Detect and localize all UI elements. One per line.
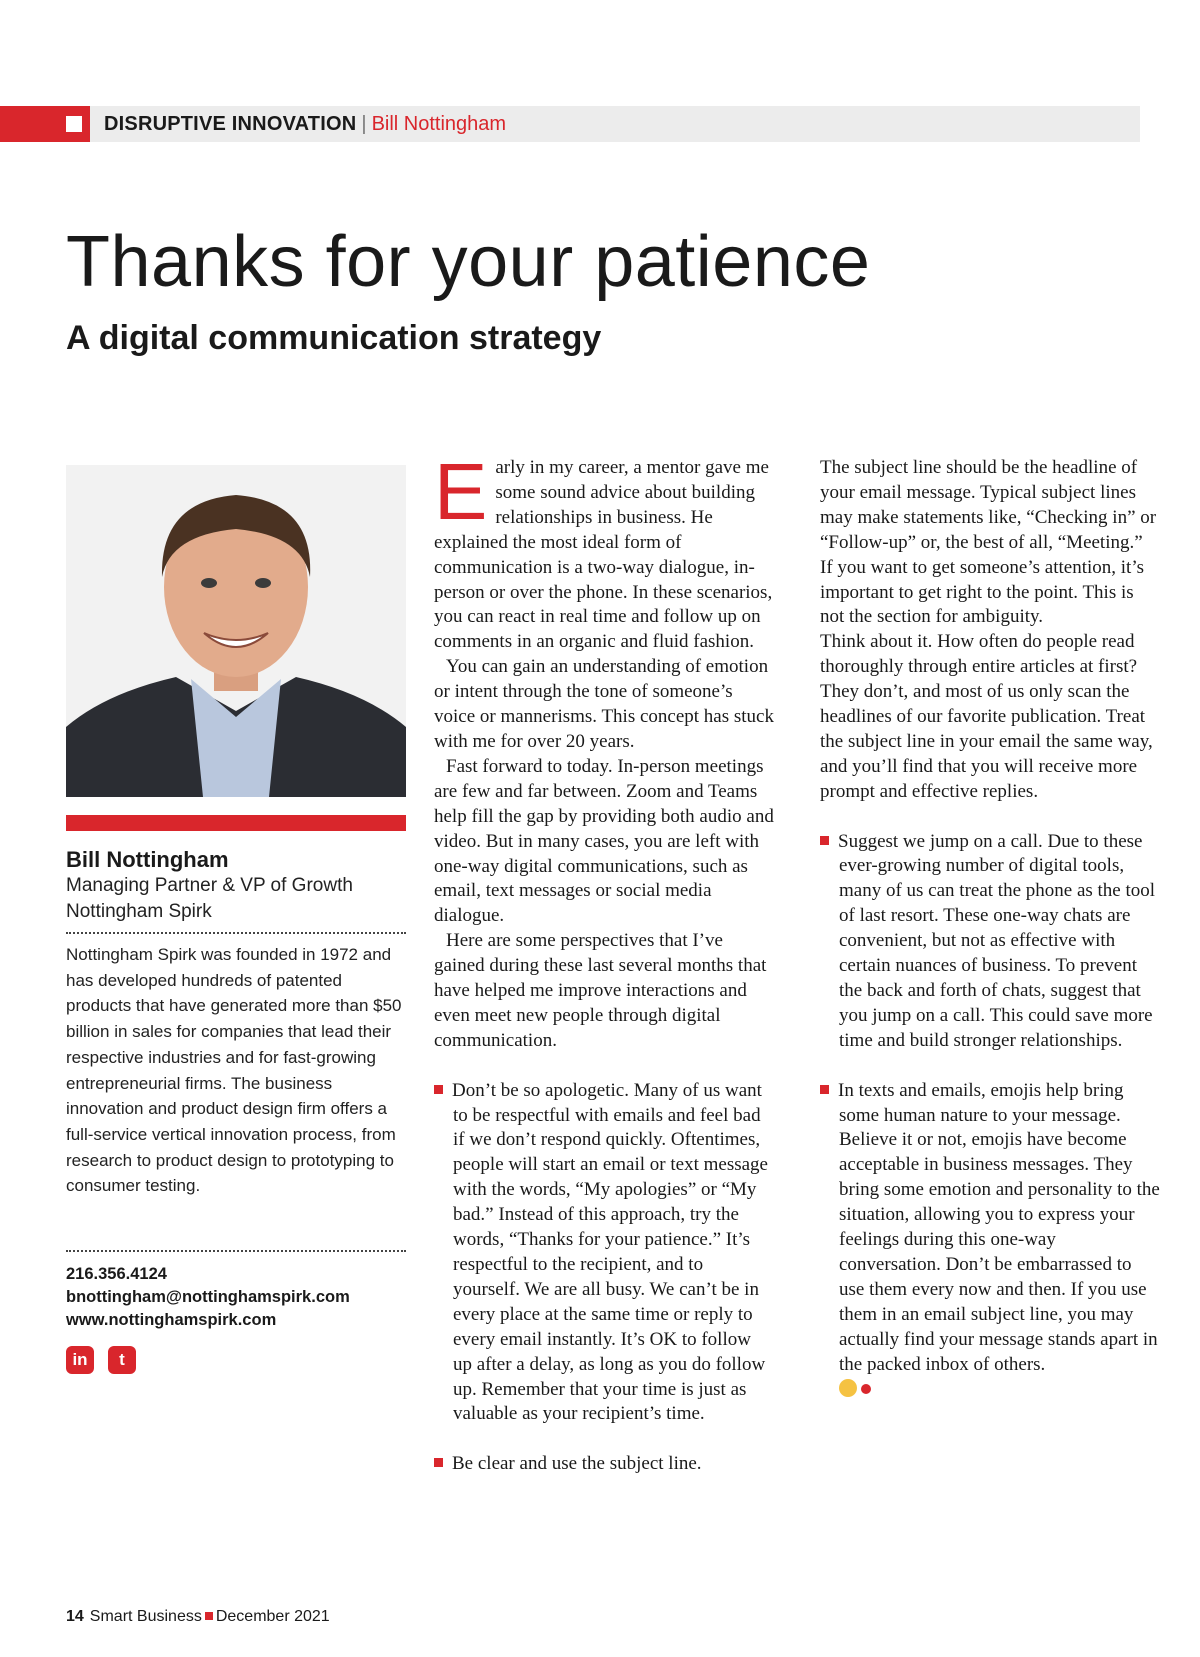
bullet-square-icon: [434, 1085, 443, 1094]
page-footer: [66, 1606, 330, 1628]
section-separator: |: [361, 113, 367, 135]
author-name: Bill Nottingham: [66, 847, 229, 872]
article-paragraph: You can gain an understanding of emotion or intent through the tone of someone’s voice or mannerisms. This concept has stuck with me for over 20 years.: [434, 656, 774, 752]
article-paragraph: Fast forward to today. In-person meetings are few and far between. Zoom and Teams help fill the gap by providing both audio and video. But in many cases, you are left with one-way digital communications, such as email, text messages or social media dialogue.: [434, 755, 774, 927]
publication-name: Smart Business: [89, 1608, 202, 1625]
section-name: DISRUPTIVE INNOVATION: [104, 113, 357, 135]
author-bio: Nottingham Spirk was founded in 1972 and has developed hundreds of patented products that have generated more than $50 billion in sales for companies that lead their respective industries and for fast-growing entrepreneurial firms. The business innovation and product design firm offers a full-service vertical innovation process, from research to product design to prototyping to consumer testing.: [66, 945, 402, 1196]
author-portrait-icon: [66, 465, 406, 797]
footer-square-icon: [205, 1612, 213, 1620]
article-title: Thanks for your patience: [66, 222, 871, 302]
article-bullet: Don’t be so apologetic. Many of us want to be respectful with emails and feel bad if we don’t respond quickly. Oftentimes, people will start an email or text message with the words, “My apologies” or “My bad.” Instead of this approach, try the words, “Thanks for your patience.” It’s respectful to the recipient, and to yourself. We are all busy. We can’t be in every place at the same time or reply to every email instantly. It’s OK to follow up after a delay, as long as you do follow up. Remember that your time is just as valuable as your recipient’s time.: [434, 1079, 774, 1428]
dotted-divider: [66, 932, 406, 934]
article-paragraph: Early in my career, a mentor gave me some sound advice about building relationships in business. He explained the most ideal form of communication is a two-way dialogue, in-person or over the phone. In these scenarios, you can react in real time and follow up on comments in an organic and fluid fashion.: [434, 447, 773, 653]
header-square-icon: [66, 116, 82, 132]
author-photo: [66, 465, 406, 797]
article-subtitle: A digital communication strategy: [66, 319, 602, 357]
issue-date: December 2021: [215, 1608, 330, 1625]
page-number: 14: [66, 1608, 84, 1625]
header-accent-block: [0, 106, 90, 142]
bullet-square-icon: [434, 1458, 443, 1467]
author-email[interactable]: bnottingham@nottinghamspirk.com: [66, 1288, 350, 1306]
drop-cap: E: [434, 447, 488, 536]
column-author: Bill Nottingham: [371, 113, 507, 135]
article-paragraph: Here are some perspectives that I’ve gained during these last several months that have helped me improve interactions and even meet new people through digital communication.: [434, 930, 767, 1051]
article-column-2: [820, 456, 1160, 1402]
author-company: Nottingham Spirk: [66, 901, 212, 922]
linkedin-icon[interactable]: in: [66, 1346, 94, 1374]
bullet-square-icon: [820, 1085, 829, 1094]
photo-accent-bar: [66, 815, 406, 831]
article-paragraph: The subject line should be the headline of your email message. Typical subject lines may make statements like, “Checking in” or “Follow-up” or, the best of all, “Meeting.” If you want to get someone’s attention, it’s important to get right to the point. This is not the section for ambiguity.: [820, 457, 1157, 628]
bullet-square-icon: [820, 836, 829, 845]
dotted-divider: [66, 1250, 406, 1252]
end-mark-icon: [861, 1384, 871, 1394]
article-column-1: [434, 447, 774, 1477]
author-phone: 216.356.4124: [66, 1265, 167, 1283]
article-bullet: Be clear and use the subject line.: [434, 1452, 774, 1477]
article-bullet: In texts and emails, emojis help bring some human nature to your message. Believe it or not, emojis have become acceptable in business messages. They bring some emotion and personality to the situation, allowing you to express your feelings during this one-way conversation. Don’t be embarrassed to use them every now and then. If you use them in an email subject line, you may actually find your message stands apart in the packed inbox of others.: [820, 1079, 1160, 1403]
section-label: [104, 113, 506, 135]
article-paragraph: Think about it. How often do people read thoroughly through entire articles at first? They don’t, and most of us only scan the headlines of our favorite publication. Treat the subject line in your email the same way, and you’ll find that you will receive more prompt and effective replies.: [820, 631, 1153, 802]
article-bullet: Suggest we jump on a call. Due to these ever-growing number of digital tools, many of us can treat the phone as the tool of last resort. These one-way chats are convenient, but not as effective with certain nuances of business. To prevent the back and forth of chats, suggest that you jump on a call. This could save more time and build stronger relationships.: [820, 830, 1160, 1054]
author-website[interactable]: www.nottinghamspirk.com: [66, 1311, 277, 1329]
author-role: Managing Partner & VP of Growth: [66, 875, 353, 896]
twitter-icon[interactable]: t: [108, 1346, 136, 1374]
section-header-band: [0, 106, 1140, 142]
wink-emoji-icon: [839, 1379, 857, 1397]
